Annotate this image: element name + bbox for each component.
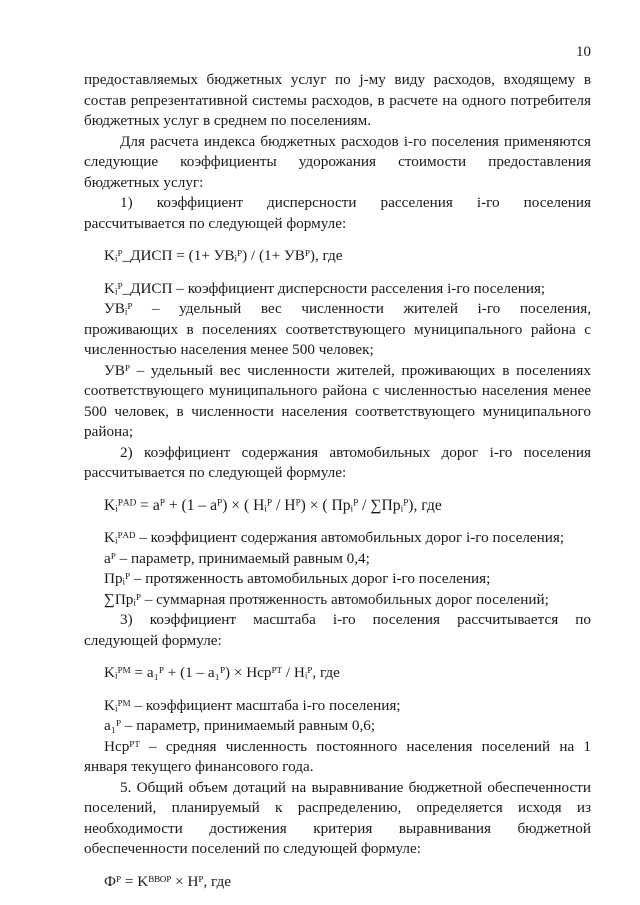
text-line: соответствующего муниципального района с численностью населения менее bbox=[84, 382, 591, 399]
text-line: следующие коэффициенты удорожания стоимости предоставления bbox=[84, 153, 591, 170]
text-line: района; bbox=[84, 423, 134, 440]
text-line: января текущего финансового года. bbox=[84, 758, 314, 775]
text-line: 500 человек, в численности населения соответствующего муниципального bbox=[84, 402, 591, 420]
definition-line: Kᵢᴾ_ДИСП – коэффициент дисперсности расселения i-го поселения; bbox=[104, 279, 546, 297]
definition-line: ∑Прᵢᴾ – суммарная протяженность автомобильных дорог поселений; bbox=[104, 590, 549, 608]
text-line: численностью населения менее 500 человек; bbox=[84, 341, 374, 358]
text-line: бюджетных услуг: bbox=[84, 173, 204, 191]
definition-line: Kᵢᴾᴹ – коэффициент масштаба i-го поселения; bbox=[104, 696, 401, 714]
text-line: Для расчета индекса бюджетных расходов i-го поселения применяются bbox=[120, 132, 591, 150]
text-line: 3) коэффициент масштаба i-го поселения рассчитывается по bbox=[120, 611, 591, 628]
text-line: поселений, планируемый к распределению, определяется исходя из bbox=[84, 799, 591, 816]
page-number: 10 bbox=[576, 44, 591, 60]
text-line: обеспеченности поселений по следующей формуле: bbox=[84, 840, 421, 857]
text-line: бюджетных услуг в среднем по поселениям. bbox=[84, 112, 372, 129]
text-line: 2) коэффициент содержания автомобильных дорог i-го поселения bbox=[120, 443, 591, 461]
formula-roads: Kᵢᴾᴬᴰ = aᴾ + (1 – aᴾ) × ( Hᵢᴾ / Hᴾ) × ( Прᵢᴾ / ∑Прᵢᴾ), где bbox=[104, 496, 442, 514]
text-line: проживающих в поселениях соответствующего муниципального района с bbox=[84, 320, 591, 338]
text-line: 1) коэффициент дисперсности расселения i-го поселения bbox=[120, 194, 591, 211]
definition-line: Hсрᴾᵀ – средняя численность постоянного населения поселений на 1 bbox=[104, 737, 591, 755]
definition-line: a₁ᴾ – параметр, принимаемый равным 0,6; bbox=[104, 717, 376, 734]
definition-line: УВᵢᴾ – удельный вес численности жителей i-го поселения, bbox=[104, 300, 591, 317]
text-line: предоставляемых бюджетных услуг по j-му виду расходов, входящему в bbox=[84, 71, 591, 88]
definition-line: УВᴾ – удельный вес численности жителей, проживающих в поселениях bbox=[104, 361, 591, 379]
definition-line: aᴾ – параметр, принимаемый равным 0,4; bbox=[104, 549, 370, 567]
text-line: рассчитывается по следующей формуле: bbox=[84, 214, 347, 232]
formula-subsidy: Фᴾ = Kᴮᴮᴼᴾ × Hᴾ, где bbox=[104, 872, 231, 890]
formula-dispersion: Kᵢᴾ_ДИСП = (1+ УВᵢᴾ) / (1+ УВᴾ), где bbox=[104, 247, 343, 264]
formula-scale: Kᵢᴾᴹ = a₁ᴾ + (1 – a₁ᴾ) × Hсрᴾᵀ / Hᵢᴾ, где bbox=[104, 664, 340, 681]
definition-line: Прᵢᴾ – протяженность автомобильных дорог i-го поселения; bbox=[104, 570, 491, 587]
definition-line: Kᵢᴾᴬᴰ – коэффициент содержания автомобильных дорог i-го поселения; bbox=[104, 529, 565, 546]
text-line: состав репрезентативной системы расходов, в расчете на одного потребителя bbox=[84, 91, 591, 109]
page-content bbox=[84, 70, 591, 904]
text-line: 5. Общий объем дотаций на выравнивание бюджетной обеспеченности bbox=[120, 778, 591, 796]
text-line: следующей формуле: bbox=[84, 631, 222, 649]
text-line: необходимости достижения критерия выравнивания бюджетной bbox=[84, 819, 591, 837]
text-line: рассчитывается по следующей формуле: bbox=[84, 464, 347, 481]
